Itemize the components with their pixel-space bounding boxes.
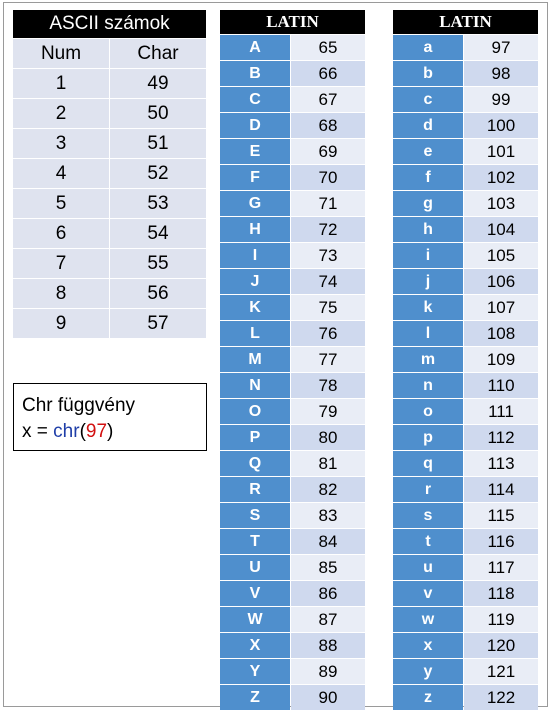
chr-close-paren: ) [107, 421, 114, 442]
table-row [393, 529, 538, 554]
column-header-num: Num [13, 39, 109, 68]
letter-cell: o [393, 399, 463, 424]
code-cell: 107 [464, 295, 538, 320]
letter-cell: P [220, 425, 290, 450]
digit-num-cell: 6 [13, 219, 109, 248]
letter-cell: h [393, 217, 463, 242]
letter-cell: X [220, 633, 290, 658]
code-cell: 99 [464, 87, 538, 112]
table-row [220, 113, 365, 138]
code-cell: 98 [464, 61, 538, 86]
letter-cell: l [393, 321, 463, 346]
code-cell: 115 [464, 503, 538, 528]
chr-function-box [13, 383, 207, 451]
ascii-digits-table [13, 10, 206, 338]
table-row [220, 295, 365, 320]
code-cell: 88 [291, 633, 365, 658]
table-row [13, 219, 206, 248]
code-cell: 79 [291, 399, 365, 424]
table-row [13, 309, 206, 338]
code-cell: 109 [464, 347, 538, 372]
code-cell: 82 [291, 477, 365, 502]
code-cell: 70 [291, 165, 365, 190]
table-row [393, 555, 538, 580]
code-cell: 68 [291, 113, 365, 138]
letter-cell: i [393, 243, 463, 268]
letter-cell: s [393, 503, 463, 528]
letter-cell: w [393, 607, 463, 632]
letter-cell: d [393, 113, 463, 138]
table-row [393, 295, 538, 320]
table-row [393, 61, 538, 86]
letter-cell: E [220, 139, 290, 164]
table-row [220, 269, 365, 294]
code-cell: 80 [291, 425, 365, 450]
code-cell: 118 [464, 581, 538, 606]
table-row [393, 87, 538, 112]
digit-num-cell: 9 [13, 309, 109, 338]
code-cell: 84 [291, 529, 365, 554]
table-row [220, 139, 365, 164]
letter-cell: m [393, 347, 463, 372]
code-cell: 89 [291, 659, 365, 684]
digit-char-code-cell: 49 [110, 69, 206, 98]
table-row [220, 347, 365, 372]
letter-cell: G [220, 191, 290, 216]
table-row [393, 581, 538, 606]
table-row [393, 425, 538, 450]
code-cell: 85 [291, 555, 365, 580]
letter-cell: f [393, 165, 463, 190]
letter-cell: e [393, 139, 463, 164]
letter-cell: T [220, 529, 290, 554]
code-cell: 105 [464, 243, 538, 268]
chr-function-example [22, 419, 206, 445]
code-cell: 76 [291, 321, 365, 346]
table-row [13, 249, 206, 278]
table-row [393, 503, 538, 528]
code-cell: 121 [464, 659, 538, 684]
table-row [393, 451, 538, 476]
chr-fn-name: chr [53, 421, 80, 442]
table-row [13, 189, 206, 218]
letter-cell: c [393, 87, 463, 112]
letter-cell: Y [220, 659, 290, 684]
letter-cell: V [220, 581, 290, 606]
table-row [393, 685, 538, 710]
table-row [220, 165, 365, 190]
letter-cell: t [393, 529, 463, 554]
code-cell: 75 [291, 295, 365, 320]
code-cell: 74 [291, 269, 365, 294]
digit-char-code-cell: 51 [110, 129, 206, 158]
table-row [220, 243, 365, 268]
table-row [393, 477, 538, 502]
latin-uppercase-title: LATIN [220, 10, 365, 34]
code-cell: 120 [464, 633, 538, 658]
table-row [393, 607, 538, 632]
letter-cell: u [393, 555, 463, 580]
code-cell: 110 [464, 373, 538, 398]
code-cell: 90 [291, 685, 365, 710]
letter-cell: B [220, 61, 290, 86]
code-cell: 111 [464, 399, 538, 424]
letter-cell: b [393, 61, 463, 86]
digit-char-code-cell: 53 [110, 189, 206, 218]
chr-prefix: x = [22, 421, 54, 442]
table-row [220, 191, 365, 216]
code-cell: 101 [464, 139, 538, 164]
code-cell: 73 [291, 243, 365, 268]
letter-cell: W [220, 607, 290, 632]
letter-cell: F [220, 165, 290, 190]
letter-cell: J [220, 269, 290, 294]
digit-num-cell: 4 [13, 159, 109, 188]
digit-num-cell: 7 [13, 249, 109, 278]
code-cell: 86 [291, 581, 365, 606]
digit-char-code-cell: 55 [110, 249, 206, 278]
digit-num-cell: 3 [13, 129, 109, 158]
digit-char-code-cell: 56 [110, 279, 206, 308]
letter-cell: L [220, 321, 290, 346]
code-cell: 106 [464, 269, 538, 294]
table-row [393, 217, 538, 242]
chr-argument: 97 [85, 421, 108, 442]
digit-num-cell: 5 [13, 189, 109, 218]
code-cell: 114 [464, 477, 538, 502]
letter-cell: Z [220, 685, 290, 710]
code-cell: 104 [464, 217, 538, 242]
letter-cell: r [393, 477, 463, 502]
table-row [13, 99, 206, 128]
table-row [220, 399, 365, 424]
table-row [220, 451, 365, 476]
table-row [393, 191, 538, 216]
table-row [220, 503, 365, 528]
letter-cell: a [393, 35, 463, 60]
letter-cell: p [393, 425, 463, 450]
code-cell: 100 [464, 113, 538, 138]
digit-num-cell: 8 [13, 279, 109, 308]
digit-char-code-cell: 52 [110, 159, 206, 188]
letter-cell: H [220, 217, 290, 242]
letter-cell: A [220, 35, 290, 60]
code-cell: 112 [464, 425, 538, 450]
letter-cell: v [393, 581, 463, 606]
table-row [220, 425, 365, 450]
table-row [13, 129, 206, 158]
code-cell: 113 [464, 451, 538, 476]
table-row [220, 685, 365, 710]
table-row [220, 321, 365, 346]
letter-cell: I [220, 243, 290, 268]
digit-char-code-cell: 50 [110, 99, 206, 128]
table-row [220, 529, 365, 554]
code-cell: 83 [291, 503, 365, 528]
letter-cell: D [220, 113, 290, 138]
code-cell: 65 [291, 35, 365, 60]
table-row [13, 69, 206, 98]
table-row [393, 139, 538, 164]
code-cell: 97 [464, 35, 538, 60]
table-row [393, 373, 538, 398]
table-row [393, 321, 538, 346]
latin-lowercase-body [393, 35, 538, 710]
column-header-char: Char [110, 39, 206, 68]
latin-lowercase-table [393, 10, 538, 710]
letter-cell: g [393, 191, 463, 216]
table-row [393, 633, 538, 658]
digit-num-cell: 2 [13, 99, 109, 128]
table-row [220, 633, 365, 658]
code-cell: 122 [464, 685, 538, 710]
letter-cell: k [393, 295, 463, 320]
code-cell: 66 [291, 61, 365, 86]
letter-cell: Q [220, 451, 290, 476]
table-row [220, 87, 365, 112]
code-cell: 117 [464, 555, 538, 580]
digit-num-cell: 1 [13, 69, 109, 98]
letter-cell: q [393, 451, 463, 476]
letter-cell: z [393, 685, 463, 710]
digits-table-body [13, 69, 206, 338]
letter-cell: O [220, 399, 290, 424]
code-cell: 102 [464, 165, 538, 190]
code-cell: 78 [291, 373, 365, 398]
code-cell: 103 [464, 191, 538, 216]
letter-cell: y [393, 659, 463, 684]
table-row [220, 35, 365, 60]
table-row [393, 113, 538, 138]
letter-cell: j [393, 269, 463, 294]
code-cell: 77 [291, 347, 365, 372]
table-row [393, 347, 538, 372]
table-row [393, 659, 538, 684]
digit-char-code-cell: 57 [110, 309, 206, 338]
digits-column-header-row [13, 39, 206, 68]
latin-lowercase-title: LATIN [393, 10, 538, 34]
table-row [220, 217, 365, 242]
code-cell: 69 [291, 139, 365, 164]
code-cell: 71 [291, 191, 365, 216]
table-row [393, 165, 538, 190]
code-cell: 67 [291, 87, 365, 112]
table-row [220, 581, 365, 606]
table-row [13, 279, 206, 308]
code-cell: 108 [464, 321, 538, 346]
letter-cell: R [220, 477, 290, 502]
latin-uppercase-table [220, 10, 365, 710]
letter-cell: x [393, 633, 463, 658]
table-row [220, 373, 365, 398]
code-cell: 116 [464, 529, 538, 554]
table-row [393, 269, 538, 294]
code-cell: 81 [291, 451, 365, 476]
letter-cell: S [220, 503, 290, 528]
letter-cell: U [220, 555, 290, 580]
letter-cell: M [220, 347, 290, 372]
chr-function-title: Chr függvény [22, 395, 136, 416]
code-cell: 87 [291, 607, 365, 632]
chr-open-paren: ( [79, 421, 86, 442]
letter-cell: N [220, 373, 290, 398]
table-row [393, 35, 538, 60]
latin-uppercase-body [220, 35, 365, 710]
digits-table-title: ASCII számok [13, 10, 206, 38]
letter-cell: C [220, 87, 290, 112]
table-row [393, 399, 538, 424]
table-row [220, 555, 365, 580]
table-row [13, 159, 206, 188]
code-cell: 72 [291, 217, 365, 242]
table-row [220, 61, 365, 86]
letter-cell: K [220, 295, 290, 320]
code-cell: 119 [464, 607, 538, 632]
digit-char-code-cell: 54 [110, 219, 206, 248]
table-row [393, 243, 538, 268]
letter-cell: n [393, 373, 463, 398]
table-row [220, 659, 365, 684]
table-row [220, 477, 365, 502]
table-row [220, 607, 365, 632]
